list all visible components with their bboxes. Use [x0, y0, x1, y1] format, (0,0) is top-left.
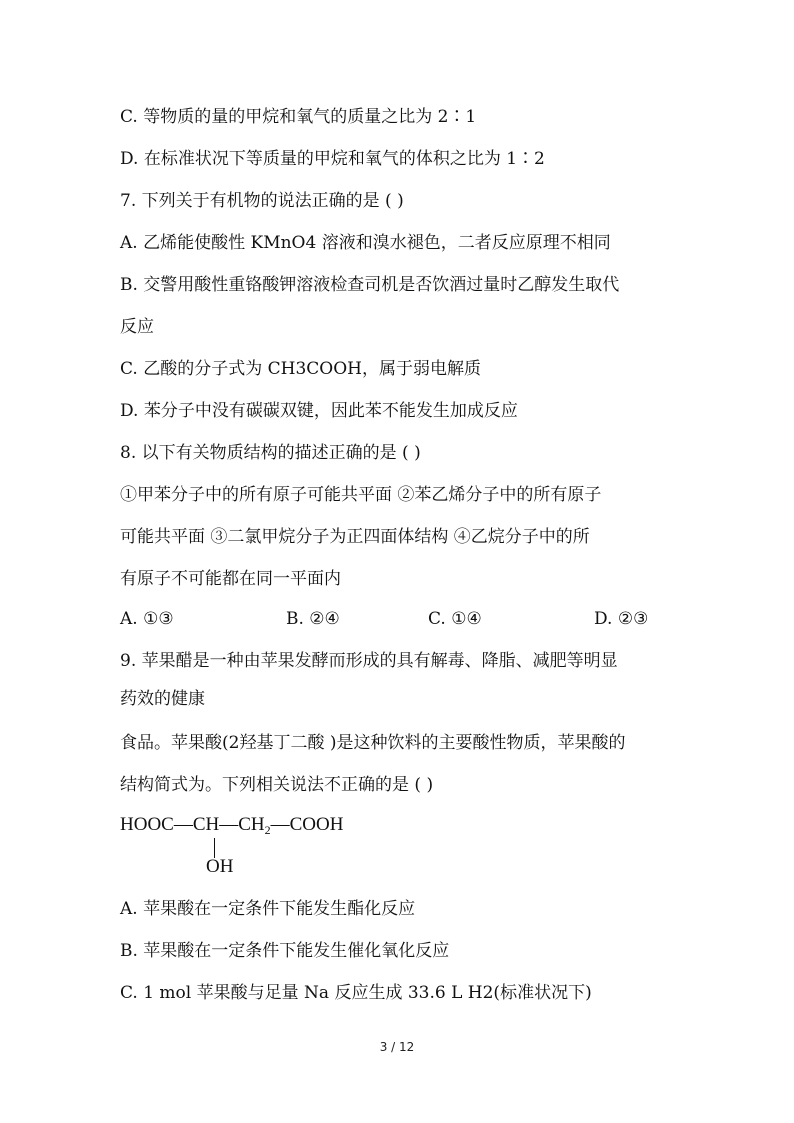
structure-hydroxyl-branch: OH	[206, 856, 234, 877]
q8-option-d: D. ②③	[594, 609, 649, 629]
q7-option-c: C. 乙酸的分子式为 CH3COOH，属于弱电解质	[120, 359, 481, 379]
q8-option-b: B. ②④	[286, 609, 340, 629]
question-9-stem: 9. 苹果醋是一种由苹果发酵而形成的具有解毒、降脂、减肥等明显	[120, 651, 618, 671]
question-7-stem: 7. 下列关于有机物的说法正确的是 ( )	[120, 191, 404, 211]
q9-option-b: B. 苹果酸在一定条件下能发生催化氧化反应	[120, 941, 450, 961]
q8-statements-line-2: 可能共平面 ③二氯甲烷分子为正四面体结构 ④乙烷分子中的所	[120, 527, 590, 547]
structure-chain-left: HOOC—CH—CH	[120, 814, 265, 835]
q7-option-b-continued: 反应	[120, 317, 154, 337]
structure-subscript: 2	[264, 823, 271, 837]
q7-option-d: D. 苯分子中没有碳碳双键，因此苯不能发生加成反应	[120, 401, 518, 421]
question-9-stem-line-3: 食品。苹果酸(2羟基丁二酸 )是这种饮料的主要酸性物质，苹果酸的	[120, 733, 626, 753]
q9-option-c: C. 1 mol 苹果酸与足量 Na 反应生成 33.6 L H2(标准状况下)	[120, 983, 592, 1003]
q8-statements-line-1: ①甲苯分子中的所有原子可能共平面 ②苯乙烯分子中的所有原子	[120, 485, 602, 505]
option-c-methane-oxygen-mass: C. 等物质的量的甲烷和氧气的质量之比为 2∶1	[120, 107, 477, 127]
structure-chain-right: —COOH	[270, 814, 344, 835]
option-d-methane-oxygen-volume: D. 在标准状况下等质量的甲烷和氧气的体积之比为 1∶2	[120, 149, 545, 169]
q7-option-a: A. 乙烯能使酸性 KMnO4 溶液和溴水褪色，二者反应原理不相同	[120, 233, 611, 253]
question-9-stem-line-2: 药效的健康	[120, 689, 205, 709]
q8-statements-line-3: 有原子不可能都在同一平面内	[120, 569, 341, 589]
q7-option-b: B. 交警用酸性重铬酸钾溶液检查司机是否饮酒过量时乙醇发生取代	[120, 275, 620, 295]
malic-acid-structure	[120, 814, 400, 878]
q9-option-a: A. 苹果酸在一定条件下能发生酯化反应	[120, 899, 416, 919]
q8-option-a: A. ①③	[120, 609, 174, 629]
question-8-stem: 8. 以下有关物质结构的描述正确的是 ( )	[120, 443, 421, 463]
question-9-stem-line-4: 结构简式为。下列相关说法不正确的是 ( )	[120, 775, 434, 795]
q8-option-c: C. ①④	[428, 609, 482, 629]
structure-bond-line	[214, 838, 215, 858]
structure-main-chain	[120, 814, 343, 838]
page-number: 3 / 12	[379, 1040, 415, 1054]
